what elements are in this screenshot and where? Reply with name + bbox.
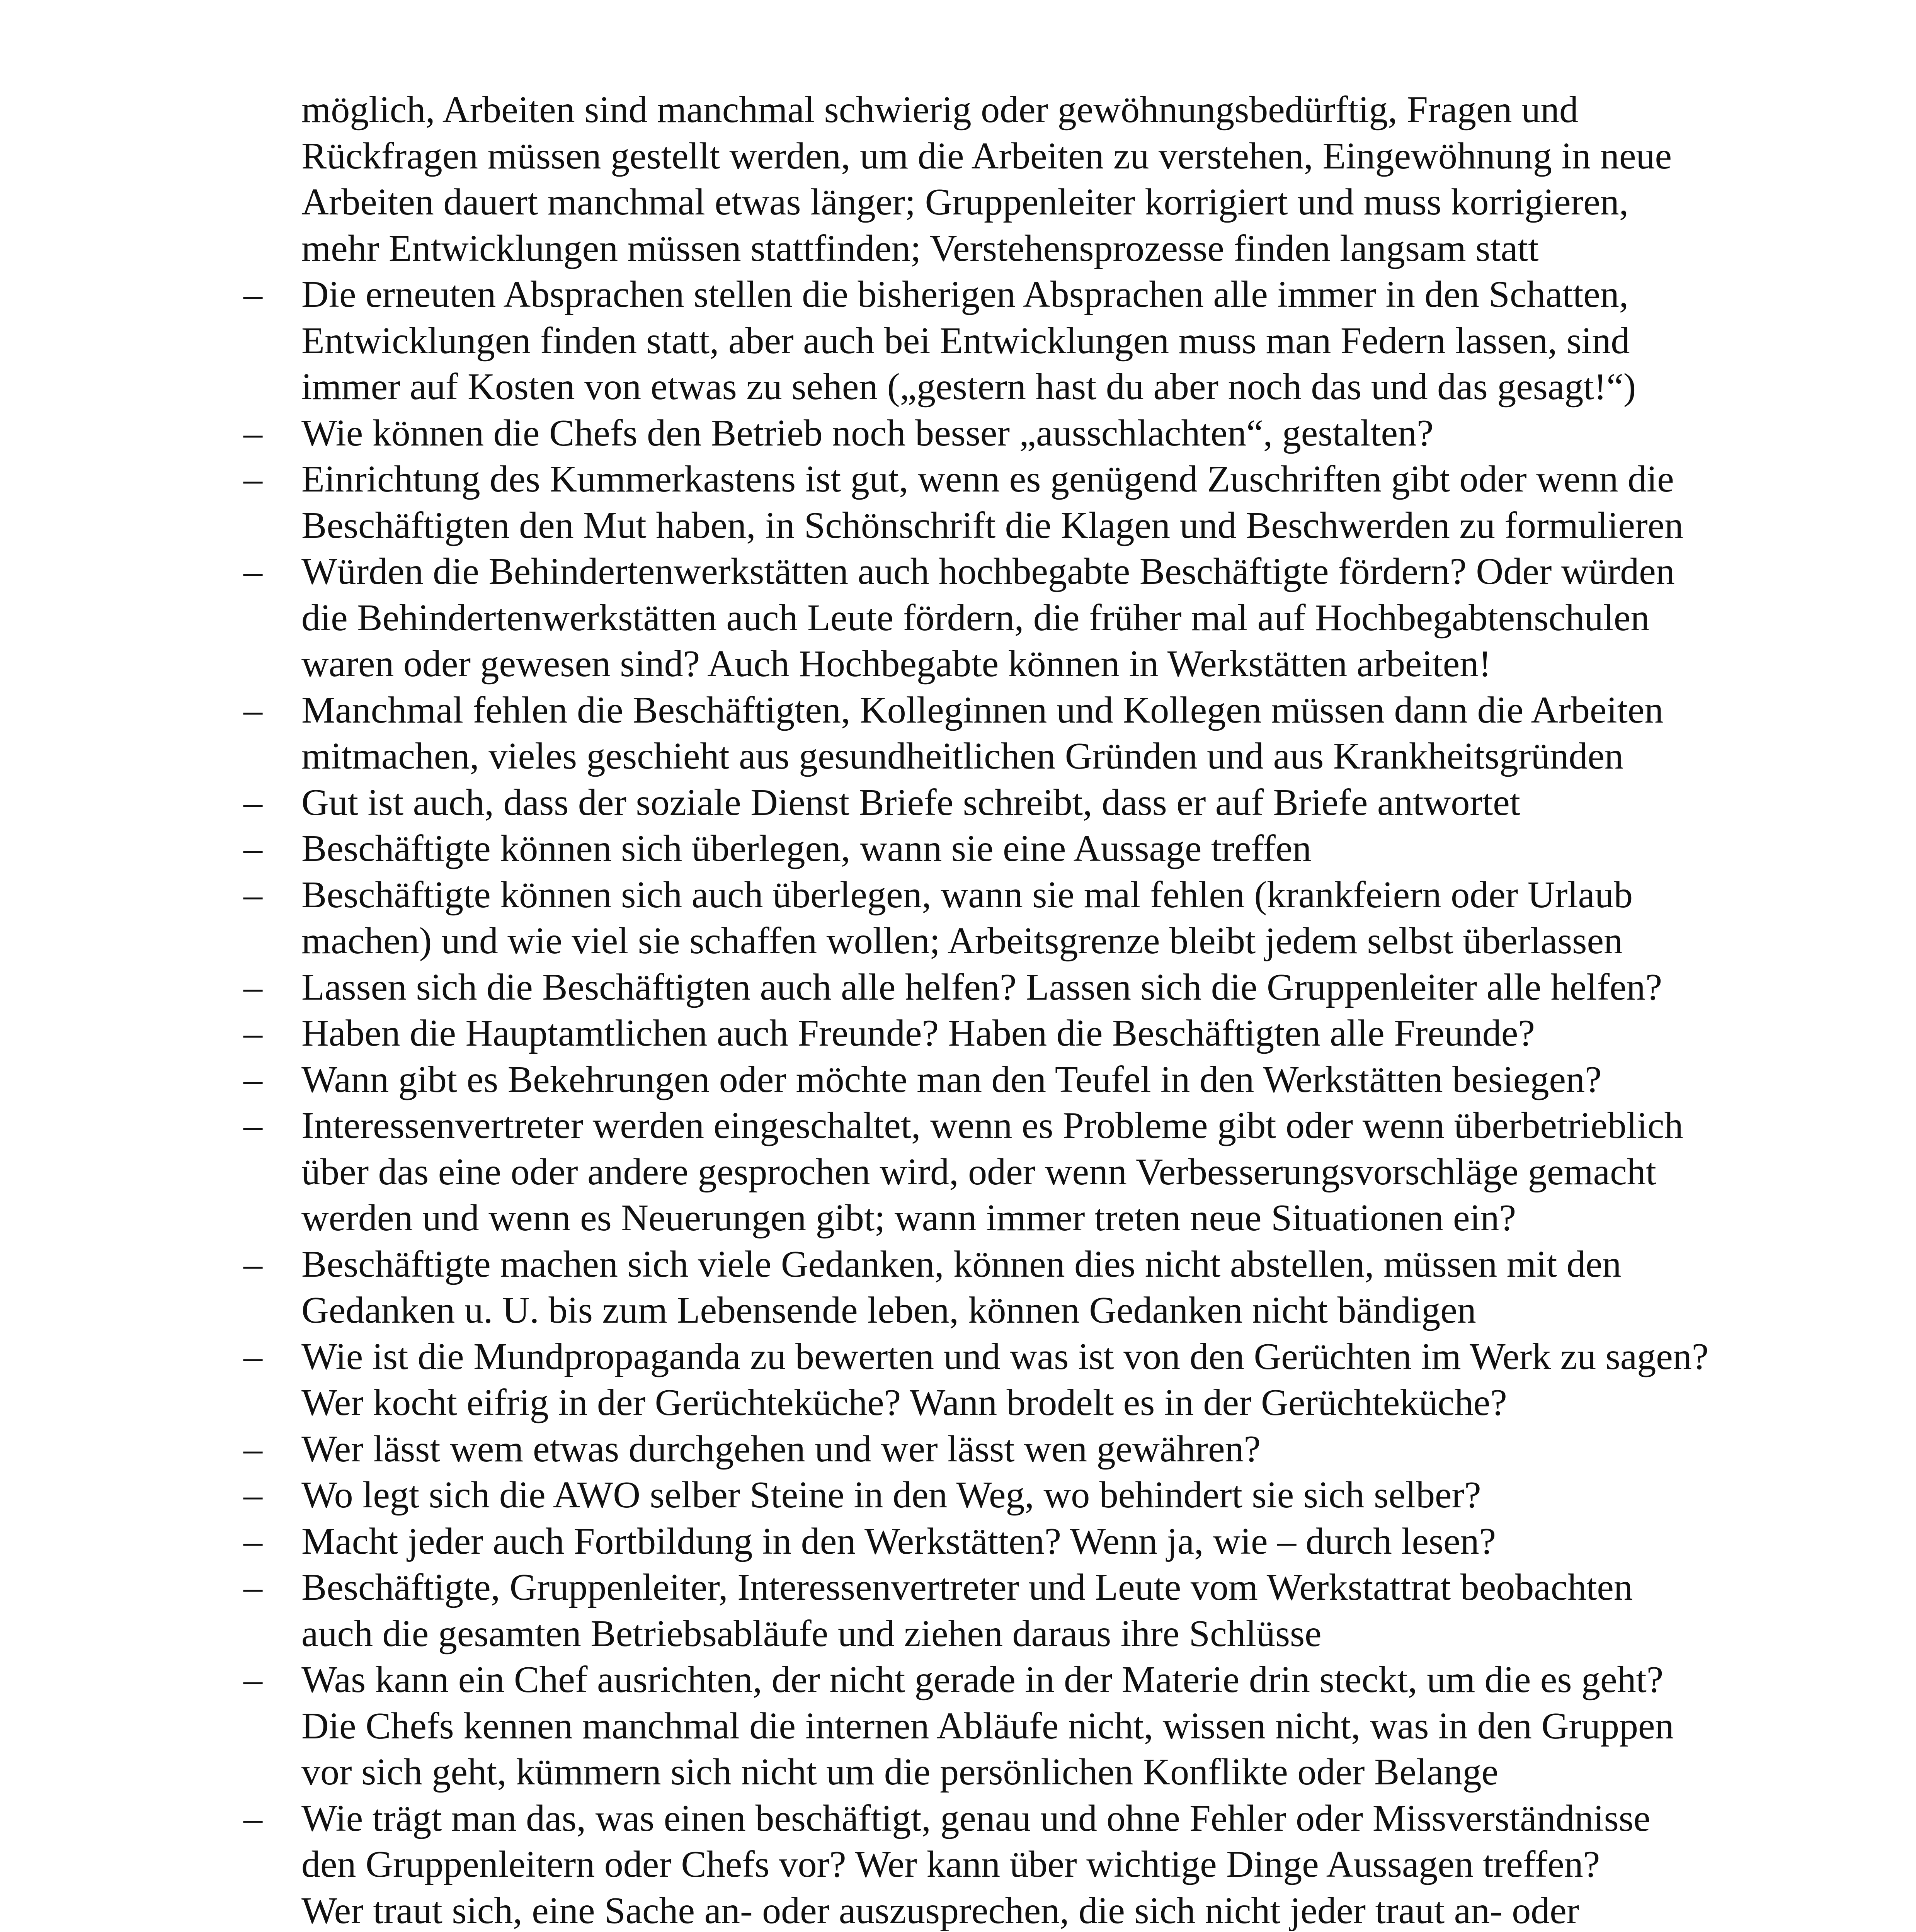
- dash-bullet: –: [243, 1243, 262, 1285]
- list-item: [243, 964, 1782, 1011]
- text-line: die Behindertenwerkstätten auch Leute fördern, die früher mal auf Hochbegabtenschulen: [301, 597, 1650, 639]
- dash-bullet: –: [243, 458, 262, 500]
- dash-bullet: –: [243, 1058, 262, 1100]
- list-item: [243, 456, 1782, 549]
- list-item: [243, 872, 1782, 964]
- dash-bullet: –: [243, 781, 262, 823]
- text-line: Wo legt sich die AWO selber Steine in den Weg, wo behindert sie sich selber?: [301, 1474, 1481, 1516]
- dash-bullet: –: [243, 1520, 262, 1562]
- text-line: machen) und wie viel sie schaffen wollen; Arbeitsgrenze bleibt jedem selbst überlassen: [301, 920, 1623, 962]
- text-line: Wer lässt wem etwas durchgehen und wer lässt wen gewähren?: [301, 1428, 1261, 1470]
- dash-bullet: –: [243, 1566, 262, 1608]
- continuation-paragraph: [301, 87, 1782, 272]
- text-line: Die erneuten Absprachen stellen die bisherigen Absprachen alle immer in den Schatten,: [301, 274, 1629, 315]
- list-item: [243, 687, 1782, 780]
- text-line: Gut ist auch, dass der soziale Dienst Briefe schreibt, dass er auf Briefe antwortet: [301, 781, 1520, 823]
- text-line: immer auf Kosten von etwas zu sehen („gestern hast du aber noch das und das gesagt!“): [301, 366, 1636, 408]
- list-item: [243, 826, 1782, 872]
- list-item: [243, 1426, 1782, 1473]
- list-item: [243, 1334, 1782, 1426]
- dash-bullet: –: [243, 1335, 262, 1378]
- list-item: [243, 1057, 1782, 1103]
- text-line: Wie können die Chefs den Betrieb noch besser „ausschlachten“, gestalten?: [301, 412, 1434, 454]
- text-line: Würden die Behindertenwerkstätten auch hochbegabte Beschäftigte fördern? Oder würden: [301, 551, 1675, 592]
- list-item: [243, 549, 1782, 687]
- text-line: Interessenvertreter werden eingeschaltet, wenn es Probleme gibt oder wenn überbetrieblich: [301, 1105, 1683, 1146]
- text-line: Die Chefs kennen manchmal die internen Abläufe nicht, wissen nicht, was in den Gruppen: [301, 1705, 1674, 1747]
- dash-bullet: –: [243, 412, 262, 454]
- text-line: Macht jeder auch Fortbildung in den Werkstätten? Wenn ja, wie – durch lesen?: [301, 1520, 1496, 1562]
- text-line: waren oder gewesen sind? Auch Hochbegabte können in Werkstätten arbeiten!: [301, 643, 1491, 685]
- dash-bullet: –: [243, 1797, 262, 1839]
- text-line: Rückfragen müssen gestellt werden, um die Arbeiten zu verstehen, Eingewöhnung in neue: [301, 135, 1672, 177]
- text-line: vor sich geht, kümmern sich nicht um die persönlichen Konflikte oder Belange: [301, 1751, 1499, 1793]
- list-item: [243, 1657, 1782, 1796]
- list-item: [243, 1010, 1782, 1057]
- list-item: [243, 1519, 1782, 1565]
- text-line: Manchmal fehlen die Beschäftigten, Kolleginnen und Kollegen müssen dann die Arbeiten: [301, 689, 1664, 731]
- text-line: Beschäftigte, Gruppenleiter, Interessenvertreter und Leute vom Werkstattrat beobachten: [301, 1566, 1633, 1608]
- text-line: Wann gibt es Bekehrungen oder möchte man den Teufel in den Werkstätten besiegen?: [301, 1058, 1602, 1100]
- dash-bullet: –: [243, 966, 262, 1008]
- list-item: [243, 780, 1782, 826]
- text-line: Wie trägt man das, was einen beschäftigt, genau und ohne Fehler oder Missverständnisse: [301, 1797, 1651, 1839]
- dash-bullet: –: [243, 551, 262, 592]
- text-line: Arbeiten dauert manchmal etwas länger; Gruppenleiter korrigiert und muss korrigieren,: [301, 181, 1629, 223]
- page-body: [243, 87, 1782, 1932]
- list-item: [243, 272, 1782, 410]
- text-line: den Gruppenleitern oder Chefs vor? Wer kann über wichtige Dinge Aussagen treffen?: [301, 1844, 1600, 1885]
- text-line: Beschäftigte können sich auch überlegen, wann sie mal fehlen (krankfeiern oder Urlaub: [301, 874, 1633, 916]
- list-item: [243, 1796, 1782, 1932]
- text-line: Gedanken u. U. bis zum Lebensende leben, können Gedanken nicht bändigen: [301, 1289, 1476, 1331]
- dash-bullet: –: [243, 1428, 262, 1470]
- text-line: Haben die Hauptamtlichen auch Freunde? Haben die Beschäftigten alle Freunde?: [301, 1012, 1535, 1054]
- text-line: Wer traut sich, eine Sache an- oder auszusprechen, die sich nicht jeder traut an- oder: [301, 1889, 1579, 1932]
- dash-bullet: –: [243, 1474, 262, 1516]
- dash-bullet: –: [243, 1105, 262, 1146]
- text-line: Einrichtung des Kummerkastens ist gut, wenn es genügend Zuschriften gibt oder wenn die: [301, 458, 1674, 500]
- text-line: möglich, Arbeiten sind manchmal schwierig oder gewöhnungsbedürftig, Fragen und: [301, 89, 1579, 131]
- text-line: Entwicklungen finden statt, aber auch bei Entwicklungen muss man Federn lassen, sind: [301, 320, 1630, 362]
- text-line: mitmachen, vieles geschieht aus gesundheitlichen Gründen und aus Krankheitsgründen: [301, 735, 1623, 777]
- dash-bullet: –: [243, 689, 262, 731]
- text-line: mehr Entwicklungen müssen stattfinden; Verstehensprozesse finden langsam statt: [301, 227, 1539, 269]
- text-line: Beschäftigte machen sich viele Gedanken, können dies nicht abstellen, müssen mit den: [301, 1243, 1622, 1285]
- list-item: [243, 410, 1782, 457]
- list-item: [243, 1103, 1782, 1242]
- dash-bullet: –: [243, 1012, 262, 1054]
- text-line: Beschäftigten den Mut haben, in Schönschrift die Klagen und Beschwerden zu formulieren: [301, 504, 1683, 546]
- text-line: über das eine oder andere gesprochen wird, oder wenn Verbesserungsvorschläge gemacht: [301, 1151, 1656, 1193]
- list-item: [243, 1242, 1782, 1334]
- list-item: [243, 1472, 1782, 1519]
- dash-bullet-list: [243, 272, 1782, 1932]
- text-line: werden und wenn es Neuerungen gibt; wann immer treten neue Situationen ein?: [301, 1197, 1516, 1239]
- text-line: Beschäftigte können sich überlegen, wann sie eine Aussage treffen: [301, 828, 1312, 869]
- text-line: Wer kocht eifrig in der Gerüchteküche? Wann brodelt es in der Gerüchteküche?: [301, 1382, 1507, 1423]
- dash-bullet: –: [243, 1659, 262, 1701]
- dash-bullet: –: [243, 828, 262, 869]
- text-line: Lassen sich die Beschäftigten auch alle helfen? Lassen sich die Gruppenleiter alle helfen?: [301, 966, 1662, 1008]
- text-line: auch die gesamten Betriebsabläufe und ziehen daraus ihre Schlüsse: [301, 1612, 1322, 1655]
- text-line: Wie ist die Mundpropaganda zu bewerten und was ist von den Gerüchten im Werk zu sagen?: [301, 1335, 1709, 1378]
- dash-bullet: –: [243, 274, 262, 315]
- text-line: Was kann ein Chef ausrichten, der nicht gerade in der Materie drin steckt, um die es geht?: [301, 1659, 1664, 1701]
- dash-bullet: –: [243, 874, 262, 916]
- list-item: [243, 1565, 1782, 1657]
